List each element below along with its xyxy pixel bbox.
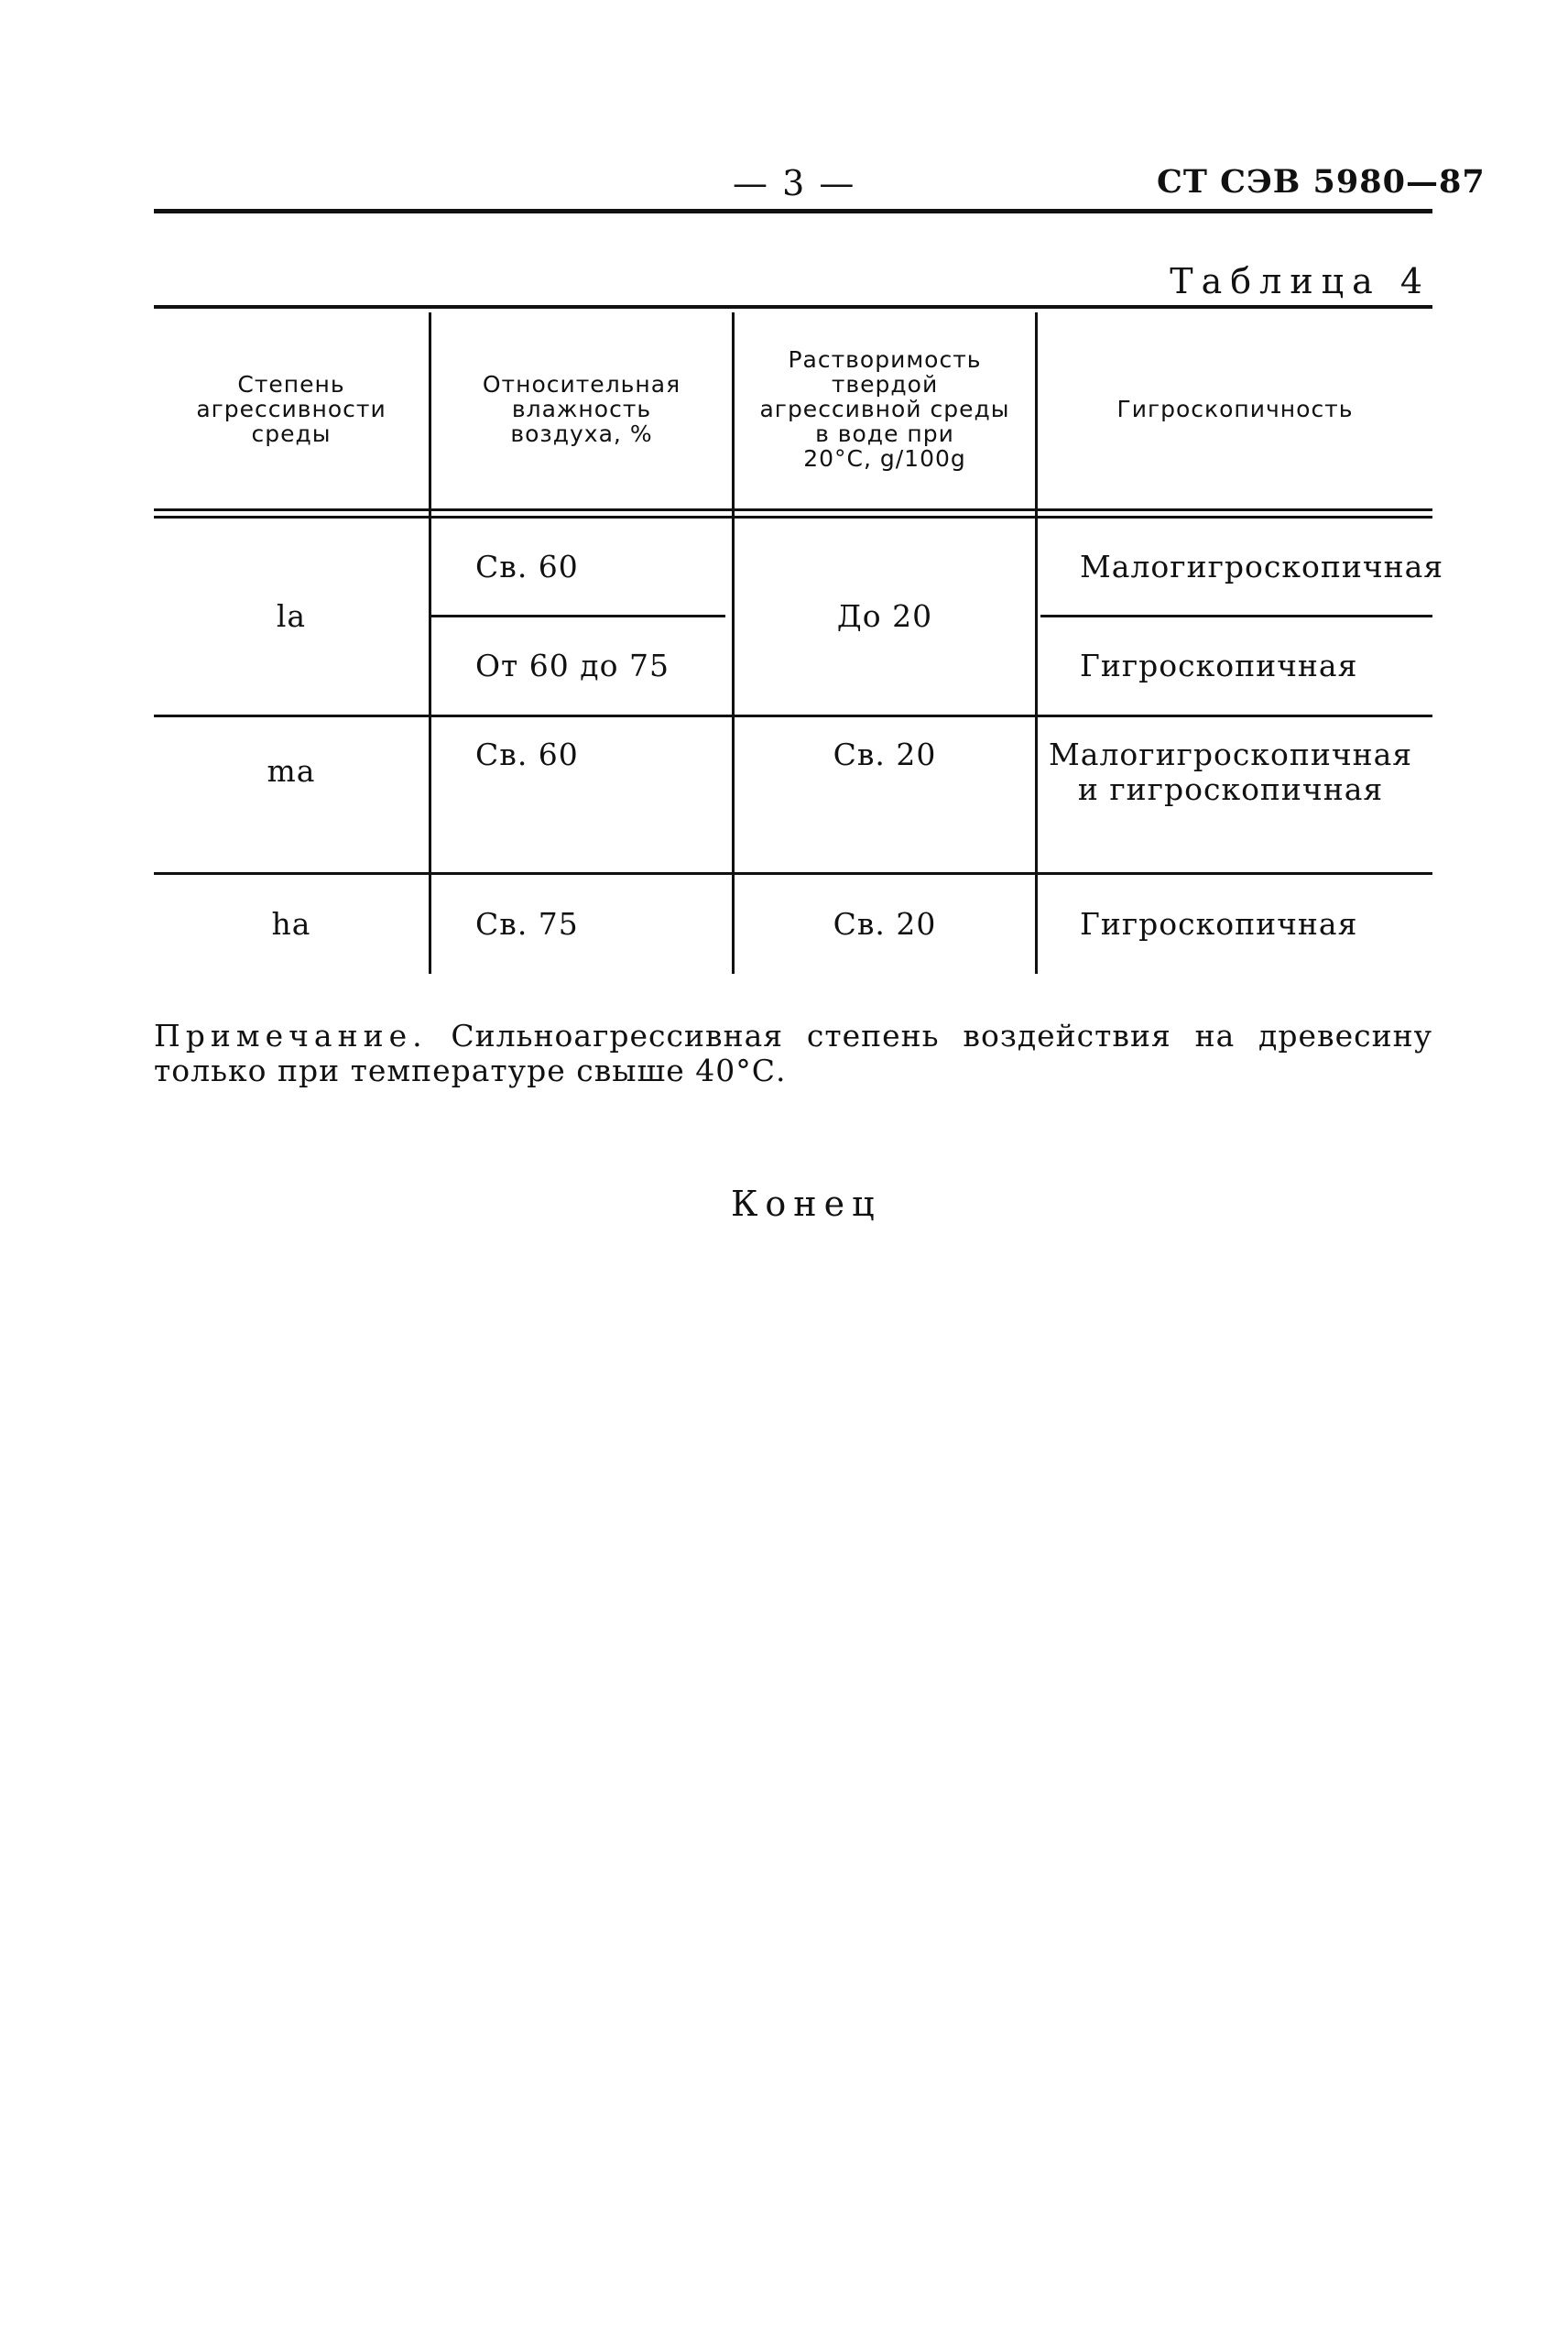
row-ma-humidity: Св. 60 (475, 737, 579, 772)
row-la-hygroscopicity-1: Малогигроскопичная (1080, 548, 1444, 584)
note-label: Примечание. (154, 1018, 428, 1054)
aggressiveness-table (154, 305, 1444, 974)
header-rule (154, 209, 1432, 213)
header-solubility: Растворимость твердой агрессивной среды в воде при 20°C, g/100g (759, 346, 1010, 472)
table-note (154, 1019, 1432, 1088)
row-ma-degree: ma (267, 753, 316, 789)
row-la-humidity-1: Св. 60 (475, 548, 579, 584)
row-la-degree: la (276, 598, 307, 634)
row-ha-humidity: Св. 75 (475, 906, 579, 942)
row-la-hygroscopicity-2: Гигроскопичная (1080, 648, 1358, 683)
row-la-solubility: До 20 (836, 598, 933, 634)
table-header-rule-1 (154, 508, 1432, 511)
document-code: СТ СЭВ 5980—87 (1157, 163, 1486, 201)
note-text: Сильноагрессивная степень воздействия на древесину только при температуре свыше 40°С. (154, 1018, 1432, 1088)
end-marker: Конец (731, 1184, 882, 1224)
page-number: — 3 — (733, 163, 856, 203)
header-hygroscopicity: Гигроскопичность (1116, 396, 1354, 422)
row-ma-solubility: Св. 20 (833, 737, 937, 772)
header-degree: Степень агрессивности среды (196, 371, 387, 447)
row-ha-hygroscopicity: Гигроскопичная (1080, 906, 1358, 942)
table-top-rule (154, 305, 1432, 309)
header-humidity: Относительная влажность воздуха, % (482, 371, 681, 447)
row-ha-degree: ha (271, 906, 311, 942)
row-ha-solubility: Св. 20 (833, 906, 937, 942)
table-caption: Таблица 4 (1170, 261, 1431, 301)
row-la-humidity-2: От 60 до 75 (475, 648, 670, 683)
row-ma-hygroscopicity: Малогигроскопичная и гигроскопичная (1049, 737, 1413, 807)
